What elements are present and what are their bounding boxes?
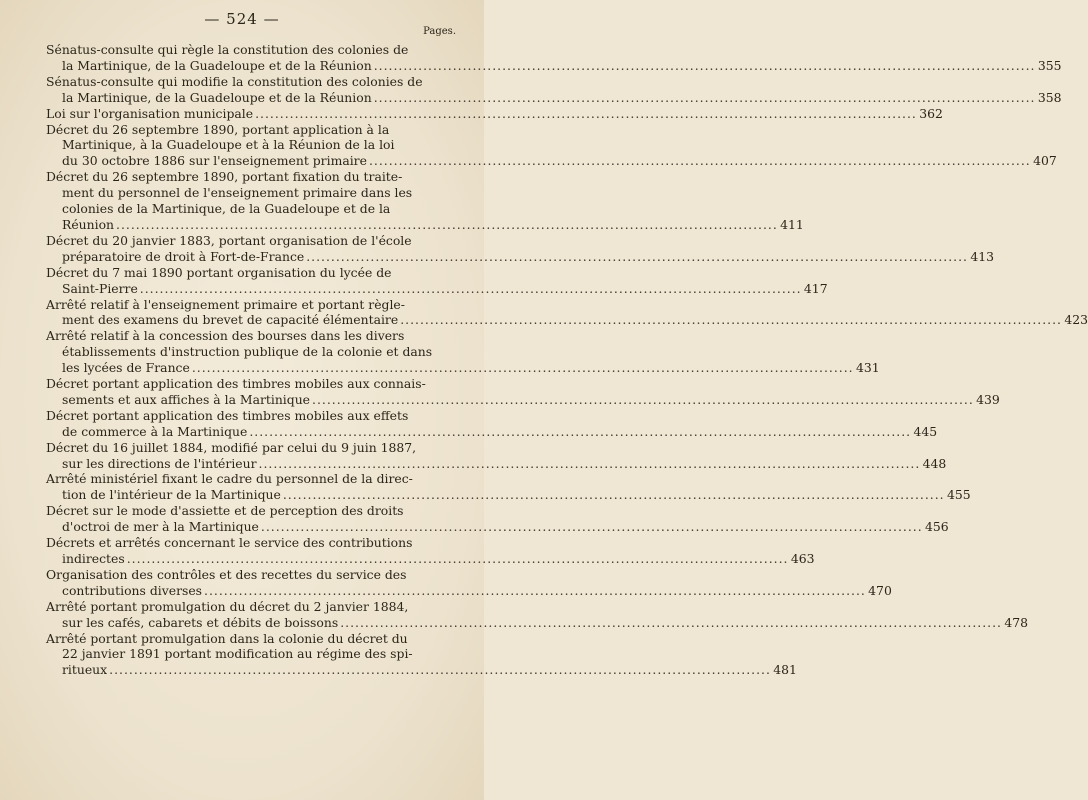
toc-entry <box>46 105 943 122</box>
toc-entry-text: contributions diverses <box>62 582 203 598</box>
toc-entry-text: Décret du 16 juillet 1884, modifié par celui du 9 juin 1887, <box>46 439 417 455</box>
toc-entry-line <box>46 216 804 233</box>
toc-entry-text: Décret sur le mode d'assiette et de perception des droits <box>46 503 404 519</box>
dot-leader <box>312 392 974 408</box>
toc-page-number: 455 <box>946 487 971 503</box>
toc-entry-line <box>46 599 458 615</box>
toc-page-number: 423 <box>1064 312 1088 328</box>
dot-leader <box>374 58 1036 74</box>
toc-entry-line <box>46 519 949 535</box>
dot-leader <box>116 217 778 233</box>
toc-entry-text: préparatoire de droit à Fort-de-France <box>62 248 305 264</box>
toc-entry-text: Réunion <box>62 216 115 232</box>
toc-entry-line <box>46 487 971 503</box>
toc-entry-line <box>46 233 458 249</box>
toc-entry <box>46 471 971 503</box>
toc-entry-line <box>46 344 458 360</box>
toc-entry-line <box>46 423 938 440</box>
toc-entry-text: 22 janvier 1891 portant modification au régime des spi- <box>62 646 413 662</box>
toc-entry-text: indirectes <box>62 551 125 566</box>
dot-leader <box>204 583 866 599</box>
toc-entry-text: Saint-Pierre <box>62 280 138 296</box>
dot-leader <box>192 360 854 376</box>
toc-entry-line <box>46 74 458 90</box>
toc-entry-text: sur les cafés, cabarets et débits de boissons <box>62 614 339 630</box>
toc-entry-text: Organisation des contrôles et des recettes du service des <box>46 566 407 582</box>
toc-entry-text: tion de l'intérieur de la Martinique <box>62 487 281 503</box>
dot-leader <box>259 456 921 472</box>
toc-entry-text: la Martinique, de la Guadeloupe et de la Réunion <box>62 57 372 73</box>
toc-page-number: 456 <box>925 519 949 535</box>
toc-entry-line <box>46 391 1000 408</box>
toc-entry-line <box>46 201 458 217</box>
toc-entry-text: Arrêté portant promulgation du décret du 2 janvier 1884, <box>46 598 409 614</box>
dot-leader <box>306 249 968 265</box>
toc-entry <box>46 598 1028 631</box>
toc-entry-text: les lycées de France <box>62 360 190 376</box>
toc-entry-line <box>46 312 1088 328</box>
toc-entry-text: du 30 octobre 1886 sur l'enseignement primaire <box>62 153 367 169</box>
toc-page-number: 417 <box>803 280 828 296</box>
toc-page-number: 355 <box>1037 57 1062 73</box>
dot-leader <box>109 662 771 678</box>
pages-column-heading: Pages. <box>423 26 456 37</box>
toc-entry <box>46 630 797 679</box>
toc-entry-line <box>46 614 1028 631</box>
toc-entry-text: Décret du 7 mai 1890 portant organisation du lycée de <box>46 264 392 280</box>
toc-entry-text: Loi sur l'organisation municipale <box>46 105 254 121</box>
toc-entry <box>46 296 1088 329</box>
toc-page-number: 413 <box>970 248 994 264</box>
toc-entry-text: sur les directions de l'intérieur <box>62 455 257 471</box>
toc-entry <box>46 42 1062 74</box>
toc-entry-text: sements et aux affiches à la Martinique <box>62 391 311 407</box>
toc-entry-line <box>46 89 1062 106</box>
dot-leader <box>255 106 917 122</box>
toc-entry-line <box>46 280 828 297</box>
toc-entry-line <box>46 567 458 583</box>
toc-entry-text: la Martinique, de la Guadeloupe et de la Réunion <box>62 89 372 105</box>
toc-entry-line <box>46 185 458 201</box>
toc-entry-line <box>46 503 458 519</box>
toc-entry-line <box>46 376 458 392</box>
dot-leader <box>369 153 1031 169</box>
toc-entry-text: Arrêté portant promulgation dans la colonie du décret du <box>46 630 408 646</box>
toc-entry-line <box>46 42 458 58</box>
toc-entry-text: Sénatus-consulte qui règle la constitution des colonies de <box>46 42 409 57</box>
toc-entry <box>46 535 815 567</box>
toc-entry-line <box>46 631 458 647</box>
toc-entry-line <box>46 535 458 551</box>
toc-entry <box>46 121 1057 170</box>
toc-page-number: 407 <box>1033 153 1057 169</box>
dot-leader <box>283 487 945 503</box>
dot-leader <box>374 90 1036 106</box>
toc-entry-line <box>46 646 458 662</box>
toc-entry <box>46 232 994 265</box>
toc-entry <box>46 566 892 599</box>
toc-entry <box>46 503 949 535</box>
table-of-contents <box>46 42 1088 678</box>
toc-entry <box>46 407 938 440</box>
toc-entry-line <box>46 582 892 599</box>
toc-entry-text: établissements d'instruction publique de la colonie et dans <box>62 344 433 360</box>
toc-entry-line <box>46 137 458 153</box>
toc-page-number: 358 <box>1037 89 1062 105</box>
toc-entry-line <box>46 248 994 265</box>
toc-entry <box>46 73 1062 106</box>
toc-entry-line <box>46 169 458 185</box>
toc-entry-line <box>46 105 943 122</box>
dot-leader <box>340 615 1002 631</box>
toc-entry-line <box>46 265 458 281</box>
toc-entry-line <box>46 471 458 487</box>
toc-entry-line <box>46 122 458 138</box>
toc-entry-line <box>46 57 1062 74</box>
toc-page-number: 463 <box>790 551 815 566</box>
toc-page-number: 445 <box>913 423 938 439</box>
toc-entry-text: Décret du 26 septembre 1890, portant fixation du traite- <box>46 169 403 185</box>
toc-entry-text: Décret portant application des timbres mobiles aux connais- <box>46 376 426 392</box>
toc-entry-line <box>46 551 815 567</box>
dot-leader <box>249 424 911 440</box>
toc-entry-text: Décret portant application des timbres mobiles aux effets <box>46 407 409 423</box>
dot-leader <box>140 281 802 297</box>
dot-leader <box>127 551 789 567</box>
toc-entry <box>46 169 804 233</box>
toc-page-number: 411 <box>780 216 804 232</box>
toc-entry-line <box>46 328 458 344</box>
toc-entry <box>46 376 1000 408</box>
toc-entry-text: de commerce à la Martinique <box>62 423 248 439</box>
toc-entry-line <box>46 440 458 456</box>
toc-entry <box>46 264 828 297</box>
toc-page-number: 478 <box>1004 614 1028 630</box>
toc-entry-text: ritueux <box>62 662 108 678</box>
page-number: — 524 — <box>204 10 280 28</box>
toc-entry-text: ment des examens du brevet de capacité élémentaire <box>62 312 399 328</box>
dot-leader <box>261 519 923 535</box>
toc-entry-text: ment du personnel de l'enseignement primaire dans les <box>62 185 413 201</box>
toc-entry-text: Décrets et arrêtés concernant le service des contributions <box>46 535 413 551</box>
toc-entry-text: Décret du 26 septembre 1890, portant application à la <box>46 121 390 137</box>
toc-entry-text: Arrêté relatif à la concession des bourses dans les divers <box>46 328 405 344</box>
toc-entry-line <box>46 360 880 376</box>
toc-entry-line <box>46 153 1057 169</box>
toc-entry-text: colonies de la Martinique, de la Guadeloupe et de la <box>62 201 391 217</box>
toc-page-number: 448 <box>922 455 947 471</box>
toc-entry-text: Arrêté relatif à l'enseignement primaire et portant règle- <box>46 296 405 312</box>
toc-page-number: 439 <box>976 391 1000 407</box>
toc-entry-line <box>46 662 797 678</box>
toc-entry-line <box>46 297 458 313</box>
toc-entry-text: Décret du 20 janvier 1883, portant organisation de l'école <box>46 232 412 248</box>
toc-entry-text: Sénatus-consulte qui modifie la constitution des colonies de <box>46 73 423 89</box>
toc-page-number: 362 <box>919 105 943 121</box>
toc-entry <box>46 328 880 376</box>
toc-entry-text: Martinique, à la Guadeloupe et à la Réunion de la loi <box>62 137 395 153</box>
toc-entry-text: d'octroi de mer à la Martinique <box>62 519 259 535</box>
toc-entry-text: Arrêté ministériel fixant le cadre du personnel de la direc- <box>46 471 413 487</box>
dot-leader <box>400 312 1062 328</box>
toc-entry <box>46 439 947 472</box>
toc-entry-line <box>46 408 458 424</box>
toc-page-number: 431 <box>855 360 880 376</box>
toc-page-number: 470 <box>868 582 892 598</box>
toc-entry-line <box>46 455 947 472</box>
toc-page-number: 481 <box>773 662 797 678</box>
